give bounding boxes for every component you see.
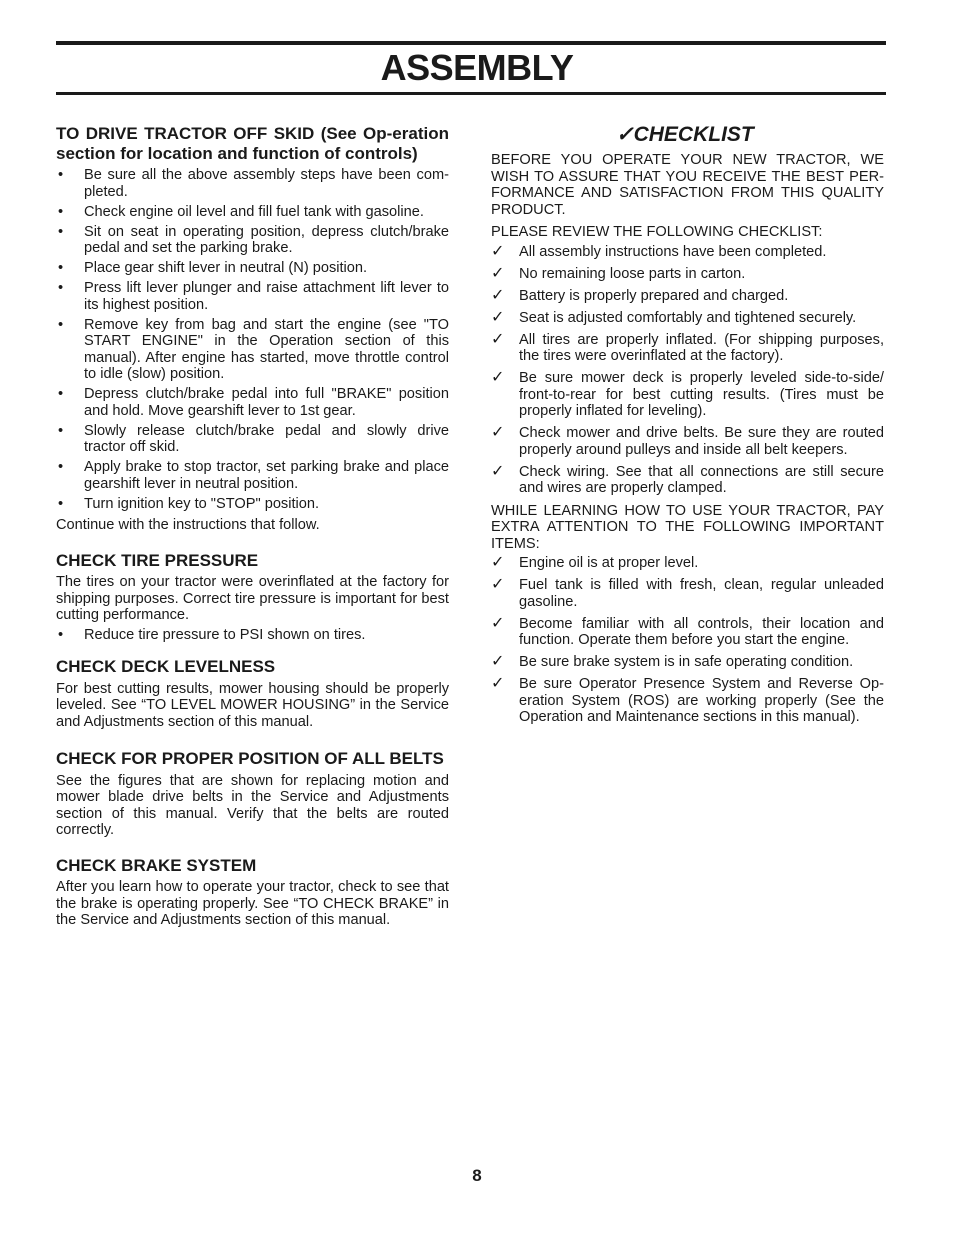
bullet-icon: • xyxy=(58,280,64,296)
learning-items xyxy=(491,555,884,726)
check-mark-icon: ✓ xyxy=(491,286,505,304)
right-column xyxy=(491,124,884,731)
list-item: ✓ Seat is adjusted comfortably and tightened securely. xyxy=(491,308,857,326)
belts-section xyxy=(56,749,449,839)
check-mark-icon: ✓ xyxy=(491,330,505,348)
check-mark-icon: ✓ xyxy=(491,424,505,441)
belts-text: See the figures that are shown for replacing motion and mower blade drive belts in the Service and Adjustments section of this manual. Verify that the belts are routed correctly. xyxy=(56,772,449,838)
brake-text: After you learn how to operate your tractor, check to see that the brake is operating properly. See “TO CHECK BRAKE” in the Service and Adjustments section of this manual. xyxy=(56,879,449,928)
list-item: • Remove key from bag and start the engine (see "TO START ENGINE" in the Operation section of this manual). After engine has started, move throttle control to idle (slow) position. xyxy=(58,316,449,382)
drive-off-skid-steps xyxy=(56,167,449,512)
list-item: ✓ Be sure Operator Presence System and Reverse Op-eration System (ROS) are working properly (See the Operation and Maintenance sections in this manual). xyxy=(491,675,884,725)
tire-pressure-section xyxy=(56,551,449,644)
list-item: ✓ Be sure mower deck is properly leveled side-to-side/ front-to-rear for best cutting results. (Tires must be properly inflated for leveling). xyxy=(491,369,884,419)
list-item: ✓ Check wiring. See that all connections are still secure and wires are properly clamped. xyxy=(491,462,884,496)
list-item: • Slowly release clutch/brake pedal and slowly drive tractor off skid. xyxy=(58,422,449,455)
list-item: • Be sure all the above assembly steps have been com-pleted. xyxy=(58,167,449,200)
list-item: ✓ Fuel tank is filled with fresh, clean, regular unleaded gasoline. xyxy=(491,576,884,610)
page-title: ASSEMBLY xyxy=(380,47,574,88)
check-mark-icon: ✓ xyxy=(491,614,505,632)
list-item: ✓ All tires are properly inflated. (For shipping purposes, the tires were overinflated at the factory). xyxy=(491,330,884,364)
bullet-icon: • xyxy=(58,167,64,183)
check-mark-icon: ✓ xyxy=(491,242,505,260)
bullet-icon: • xyxy=(58,316,64,333)
list-item: ✓ Check mower and drive belts. Be sure they are routed properly around pulleys and inside all belt keepers. xyxy=(491,424,884,458)
review-text: PLEASE REVIEW THE FOLLOWING CHECKLIST: xyxy=(491,224,823,240)
check-mark-icon: ✓ xyxy=(491,369,505,386)
list-item: ✓ No remaining loose parts in carton. xyxy=(491,264,746,282)
list-item: ✓ All assembly instructions have been completed. xyxy=(491,242,827,260)
deck-levelness-text: For best cutting results, mower housing should be properly leveled. See “TO LEVEL MOWER HOUSING” in the Service and Adjustments section of this manual. xyxy=(56,680,449,730)
deck-levelness-heading: CHECK DECK LEVELNESS xyxy=(56,657,276,676)
list-item: ✓ Engine oil is at proper level. xyxy=(491,554,699,571)
belts-heading: CHECK FOR PROPER POSITION OF ALL BELTS xyxy=(56,749,444,768)
bullet-icon: • xyxy=(58,459,64,475)
left-column xyxy=(56,124,449,929)
bullet-icon: • xyxy=(58,260,64,276)
list-item: • Apply brake to stop tractor, set parking brake and place gearshift lever in neutral position. xyxy=(58,459,449,492)
check-mark-icon: ✓ xyxy=(491,675,505,692)
bullet-icon: • xyxy=(58,626,64,643)
check-mark-icon: ✓ xyxy=(491,308,505,326)
tire-pressure-text: The tires on your tractor were overinflated at the factory for shipping purposes. Correct tire pressure is important for best cutting performance. xyxy=(56,574,449,623)
tire-pressure-steps xyxy=(56,627,449,644)
check-mark-icon: ✓ xyxy=(491,554,505,571)
tire-pressure-heading: CHECK TIRE PRESSURE xyxy=(56,550,259,570)
brake-section xyxy=(56,856,449,929)
checklist-title: ✓CHECKLIST xyxy=(616,123,754,146)
checklist-items xyxy=(491,244,884,497)
bullet-icon: • xyxy=(58,223,64,240)
list-item: • Reduce tire pressure to PSI shown on tires. xyxy=(58,626,366,643)
list-item: • Depress clutch/brake pedal into full "BRAKE" position and hold. Move gearshift lever to 1st gear. xyxy=(58,386,449,419)
list-item: • Turn ignition key to "STOP" position. xyxy=(58,495,320,512)
checklist-intro: BEFORE YOU OPERATE YOUR NEW TRACTOR, WE WISH TO ASSURE THAT YOU RECEIVE THE BEST PER-FORMANCE AND SATISFACTION FROM THIS QUALITY PRODUCT. xyxy=(491,152,884,218)
drive-off-skid-heading: TO DRIVE TRACTOR OFF SKID (See Op-eration section for location and function of controls) xyxy=(56,124,449,163)
header-bottom-rule xyxy=(56,92,886,95)
list-item: • Sit on seat in operating position, depress clutch/brake pedal and set the parking brake. xyxy=(58,223,449,256)
bullet-icon: • xyxy=(58,386,64,402)
bullet-icon: • xyxy=(58,495,64,512)
drive-off-skid-section xyxy=(56,124,449,534)
learning-intro: WHILE LEARNING HOW TO USE YOUR TRACTOR, PAY EXTRA ATTENTION TO THE FOLLOWING IMPORTANT ITEMS: xyxy=(491,502,884,552)
deck-levelness-section xyxy=(56,657,449,730)
continue-text: Continue with the instructions that follow. xyxy=(56,517,320,533)
list-item: • Place gear shift lever in neutral (N) position. xyxy=(58,260,368,276)
list-item: ✓ Battery is properly prepared and charged. xyxy=(491,286,789,304)
check-mark-icon: ✓ xyxy=(491,462,505,480)
list-item: ✓ Become familiar with all controls, their location and function. Operate them before you start the engine. xyxy=(491,614,884,648)
list-item: • Press lift lever plunger and raise attachment lift lever to its highest position. xyxy=(58,280,449,313)
check-mark-icon: ✓ xyxy=(491,264,505,282)
bullet-icon: • xyxy=(58,203,64,220)
list-item: ✓ Be sure brake system is in safe operating condition. xyxy=(491,653,854,670)
check-mark-icon: ✓ xyxy=(491,576,505,593)
brake-heading: CHECK BRAKE SYSTEM xyxy=(56,855,257,875)
check-mark-icon: ✓ xyxy=(491,653,505,670)
bullet-icon: • xyxy=(58,422,64,439)
page-number: 8 xyxy=(472,1166,482,1185)
list-item: • Check engine oil level and fill fuel tank with gasoline. xyxy=(58,203,424,220)
